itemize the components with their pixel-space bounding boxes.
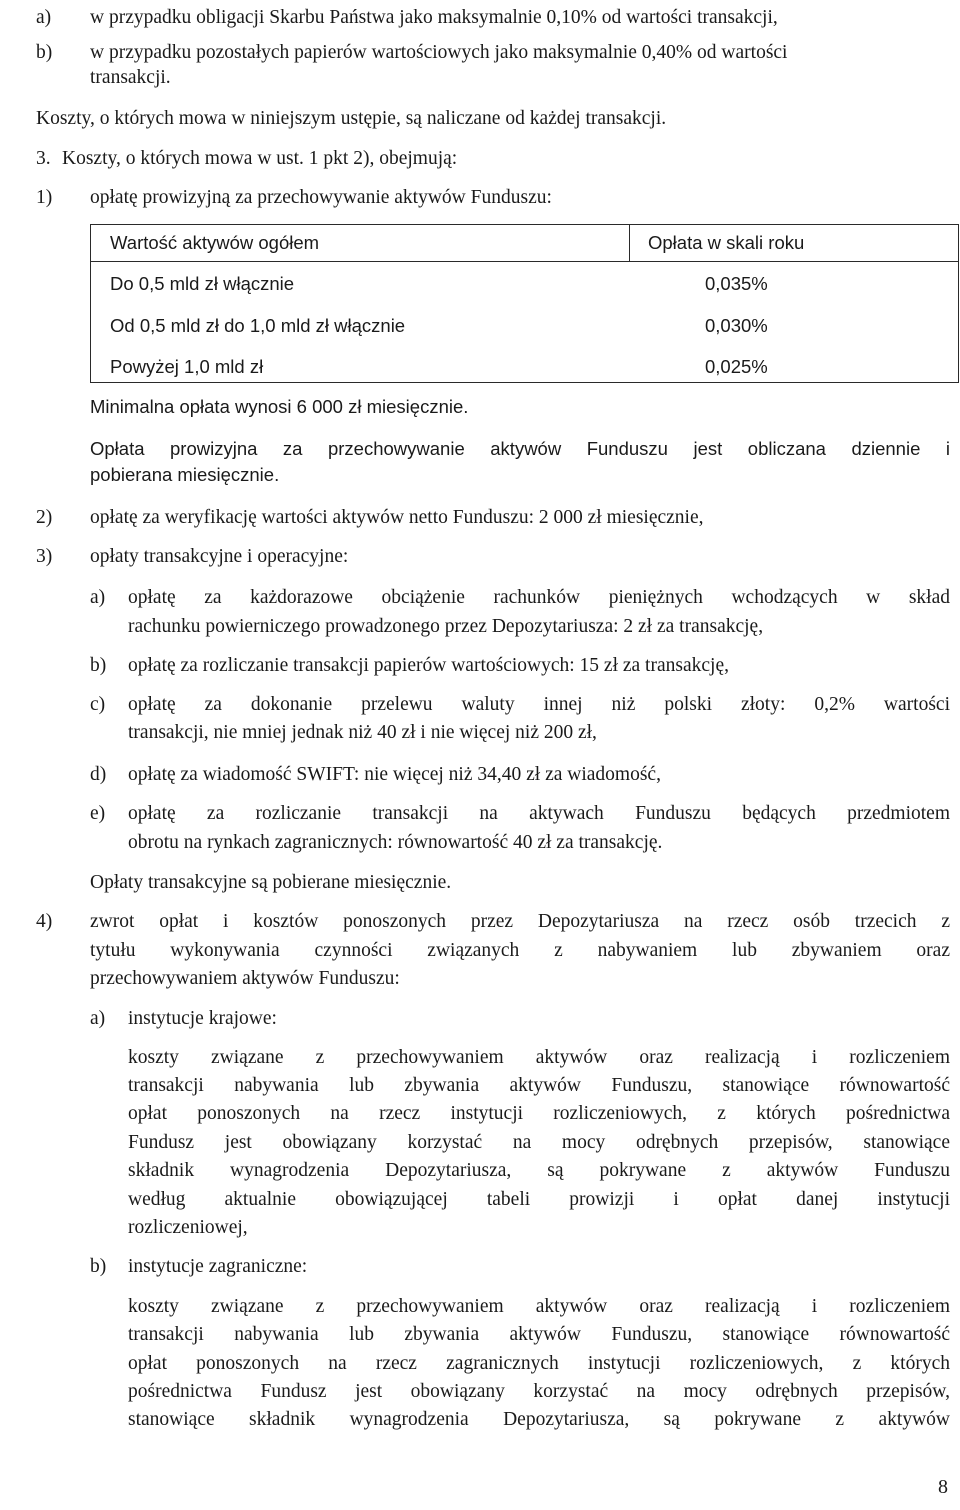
domestic-paragraph-line: koszty związane z przechowywaniem aktywów oraz realizacją i rozliczeniem: [128, 1047, 950, 1068]
list-marker-b: b): [36, 42, 53, 63]
foreign-paragraph-line: opłat ponoszonych na rzecz zagranicznych instytucji rozliczeniowych, z których: [128, 1353, 950, 1374]
item-b-text-cont: transakcji.: [90, 67, 171, 88]
item-4-text-cont: tytułu wykonywania czynności związanych z nabywaniem lub zbywaniem oraz: [90, 940, 950, 961]
table-row-label: Powyżej 1,0 mld zł: [110, 356, 264, 377]
foreign-paragraph-line: stanowiące składnik wynagrodzenia Depozytariusza, są pokrywane z aktywów: [128, 1409, 950, 1430]
transaction-fees-note: Opłaty transakcyjne są pobierane miesięcznie.: [90, 872, 452, 893]
domestic-paragraph-line: składnik wynagrodzenia Depozytariusza, są pokrywane z aktywów Funduszu: [128, 1160, 950, 1181]
fee-note-cont: pobierana miesięcznie.: [90, 464, 280, 485]
list-marker-a: a): [36, 7, 52, 28]
subitem-marker: a): [90, 587, 106, 608]
subitem-text: opłatę za rozliczanie transakcji na aktywach Funduszu będących przedmiotem: [128, 803, 950, 824]
subitem-text: opłatę za rozliczanie transakcji papierów wartościowych: 15 zł za transakcję,: [128, 655, 729, 676]
subitem-text: opłatę za dokonanie przelewu waluty innej niż polski złoty: 0,2% wartości: [128, 694, 950, 715]
domestic-institutions-title: instytucje krajowe:: [128, 1008, 277, 1029]
table-row-label: Do 0,5 mld zł włącznie: [110, 273, 295, 294]
subitem-text-cont: rachunku powierniczego prowadzonego przez Depozytariusza: 2 zł za transakcję,: [128, 616, 764, 637]
item-4-marker: 4): [36, 911, 53, 932]
subitem-text: opłatę za wiadomość SWIFT: nie więcej niż 34,40 zł za wiadomość,: [128, 764, 661, 785]
subitem-marker: b): [90, 655, 107, 676]
subitem-text-cont: obrotu na rynkach zagranicznych: równowartość 40 zł za transakcję.: [128, 832, 663, 853]
subitem-text-cont: transakcji, nie mniej jednak niż 40 zł i nie więcej niż 200 zł,: [128, 722, 597, 743]
domestic-paragraph-line: opłat ponoszonych na rzecz instytucji rozliczeniowych, z których pośrednictwa: [128, 1103, 950, 1124]
table-row-value: 0,025%: [705, 356, 768, 377]
item-b-text: w przypadku pozostałych papierów wartościowych jako maksymalnie 0,40% od wartości: [90, 42, 788, 63]
domestic-paragraph-line: rozliczeniowej,: [128, 1217, 248, 1238]
item-1-marker: 1): [36, 187, 53, 208]
subitem-marker: b): [90, 1256, 107, 1277]
min-fee-note: Minimalna opłata wynosi 6 000 zł miesięcznie.: [90, 396, 469, 417]
table-row-value: 0,030%: [705, 315, 768, 336]
domestic-paragraph-line: według aktualnie obowiązującej tabeli prowizji i opłat danej instytucji: [128, 1189, 950, 1210]
foreign-paragraph-line: koszty związane z przechowywaniem aktywów oraz realizacją i rozliczeniem: [128, 1296, 950, 1317]
domestic-paragraph-line: transakcji nabywania lub zbywania aktywów Funduszu, stanowiące równowartość: [128, 1075, 950, 1096]
subitem-text: opłatę za każdorazowe obciążenie rachunków pieniężnych wchodzących w skład: [128, 587, 950, 608]
section-heading: Koszty, o których mowa w ust. 1 pkt 2), obejmują:: [62, 148, 458, 169]
fee-note: Opłata prowizyjna za przechowywanie aktywów Funduszu jest obliczana dziennie i: [90, 438, 950, 459]
subitem-marker: c): [90, 694, 106, 715]
subitem-marker: d): [90, 764, 107, 785]
item-a-text: w przypadku obligacji Skarbu Państwa jako maksymalnie 0,10% od wartości transakcji,: [90, 7, 778, 28]
table-header-right: Opłata w skali roku: [648, 232, 805, 253]
table-header-left: Wartość aktywów ogółem: [110, 232, 320, 253]
domestic-paragraph-line: Fundusz jest obowiązany korzystać na mocy odrębnych przepisów, stanowiące: [128, 1132, 950, 1153]
section-number: 3.: [36, 148, 51, 169]
item-2-text: opłatę za weryfikację wartości aktywów netto Funduszu: 2 000 zł miesięcznie,: [90, 507, 704, 528]
item-3-text: opłaty transakcyjne i operacyjne:: [90, 546, 349, 567]
table-row-value: 0,035%: [705, 273, 768, 294]
costs-note: Koszty, o których mowa w niniejszym ustępie, są naliczane od każdej transakcji.: [36, 108, 667, 129]
foreign-paragraph-line: pośrednictwa Fundusz jest obowiązany korzystać na mocy odrębnych przepisów,: [128, 1381, 950, 1402]
foreign-paragraph-line: transakcji nabywania lub zbywania aktywów Funduszu, stanowiące równowartość: [128, 1324, 950, 1345]
item-3-marker: 3): [36, 546, 53, 567]
page-number: 8: [938, 1476, 948, 1498]
foreign-institutions-title: instytucje zagraniczne:: [128, 1256, 308, 1277]
subitem-marker: e): [90, 803, 106, 824]
table-row-label: Od 0,5 mld zł do 1,0 mld zł włącznie: [110, 315, 406, 336]
item-4-text: zwrot opłat i kosztów ponoszonych przez Depozytariusza na rzecz osób trzecich z: [90, 911, 950, 932]
item-1-text: opłatę prowizyjną za przechowywanie aktywów Funduszu:: [90, 187, 552, 208]
item-4-text-cont: przechowywaniem aktywów Funduszu:: [90, 968, 400, 989]
item-2-marker: 2): [36, 507, 53, 528]
subitem-marker: a): [90, 1008, 106, 1029]
